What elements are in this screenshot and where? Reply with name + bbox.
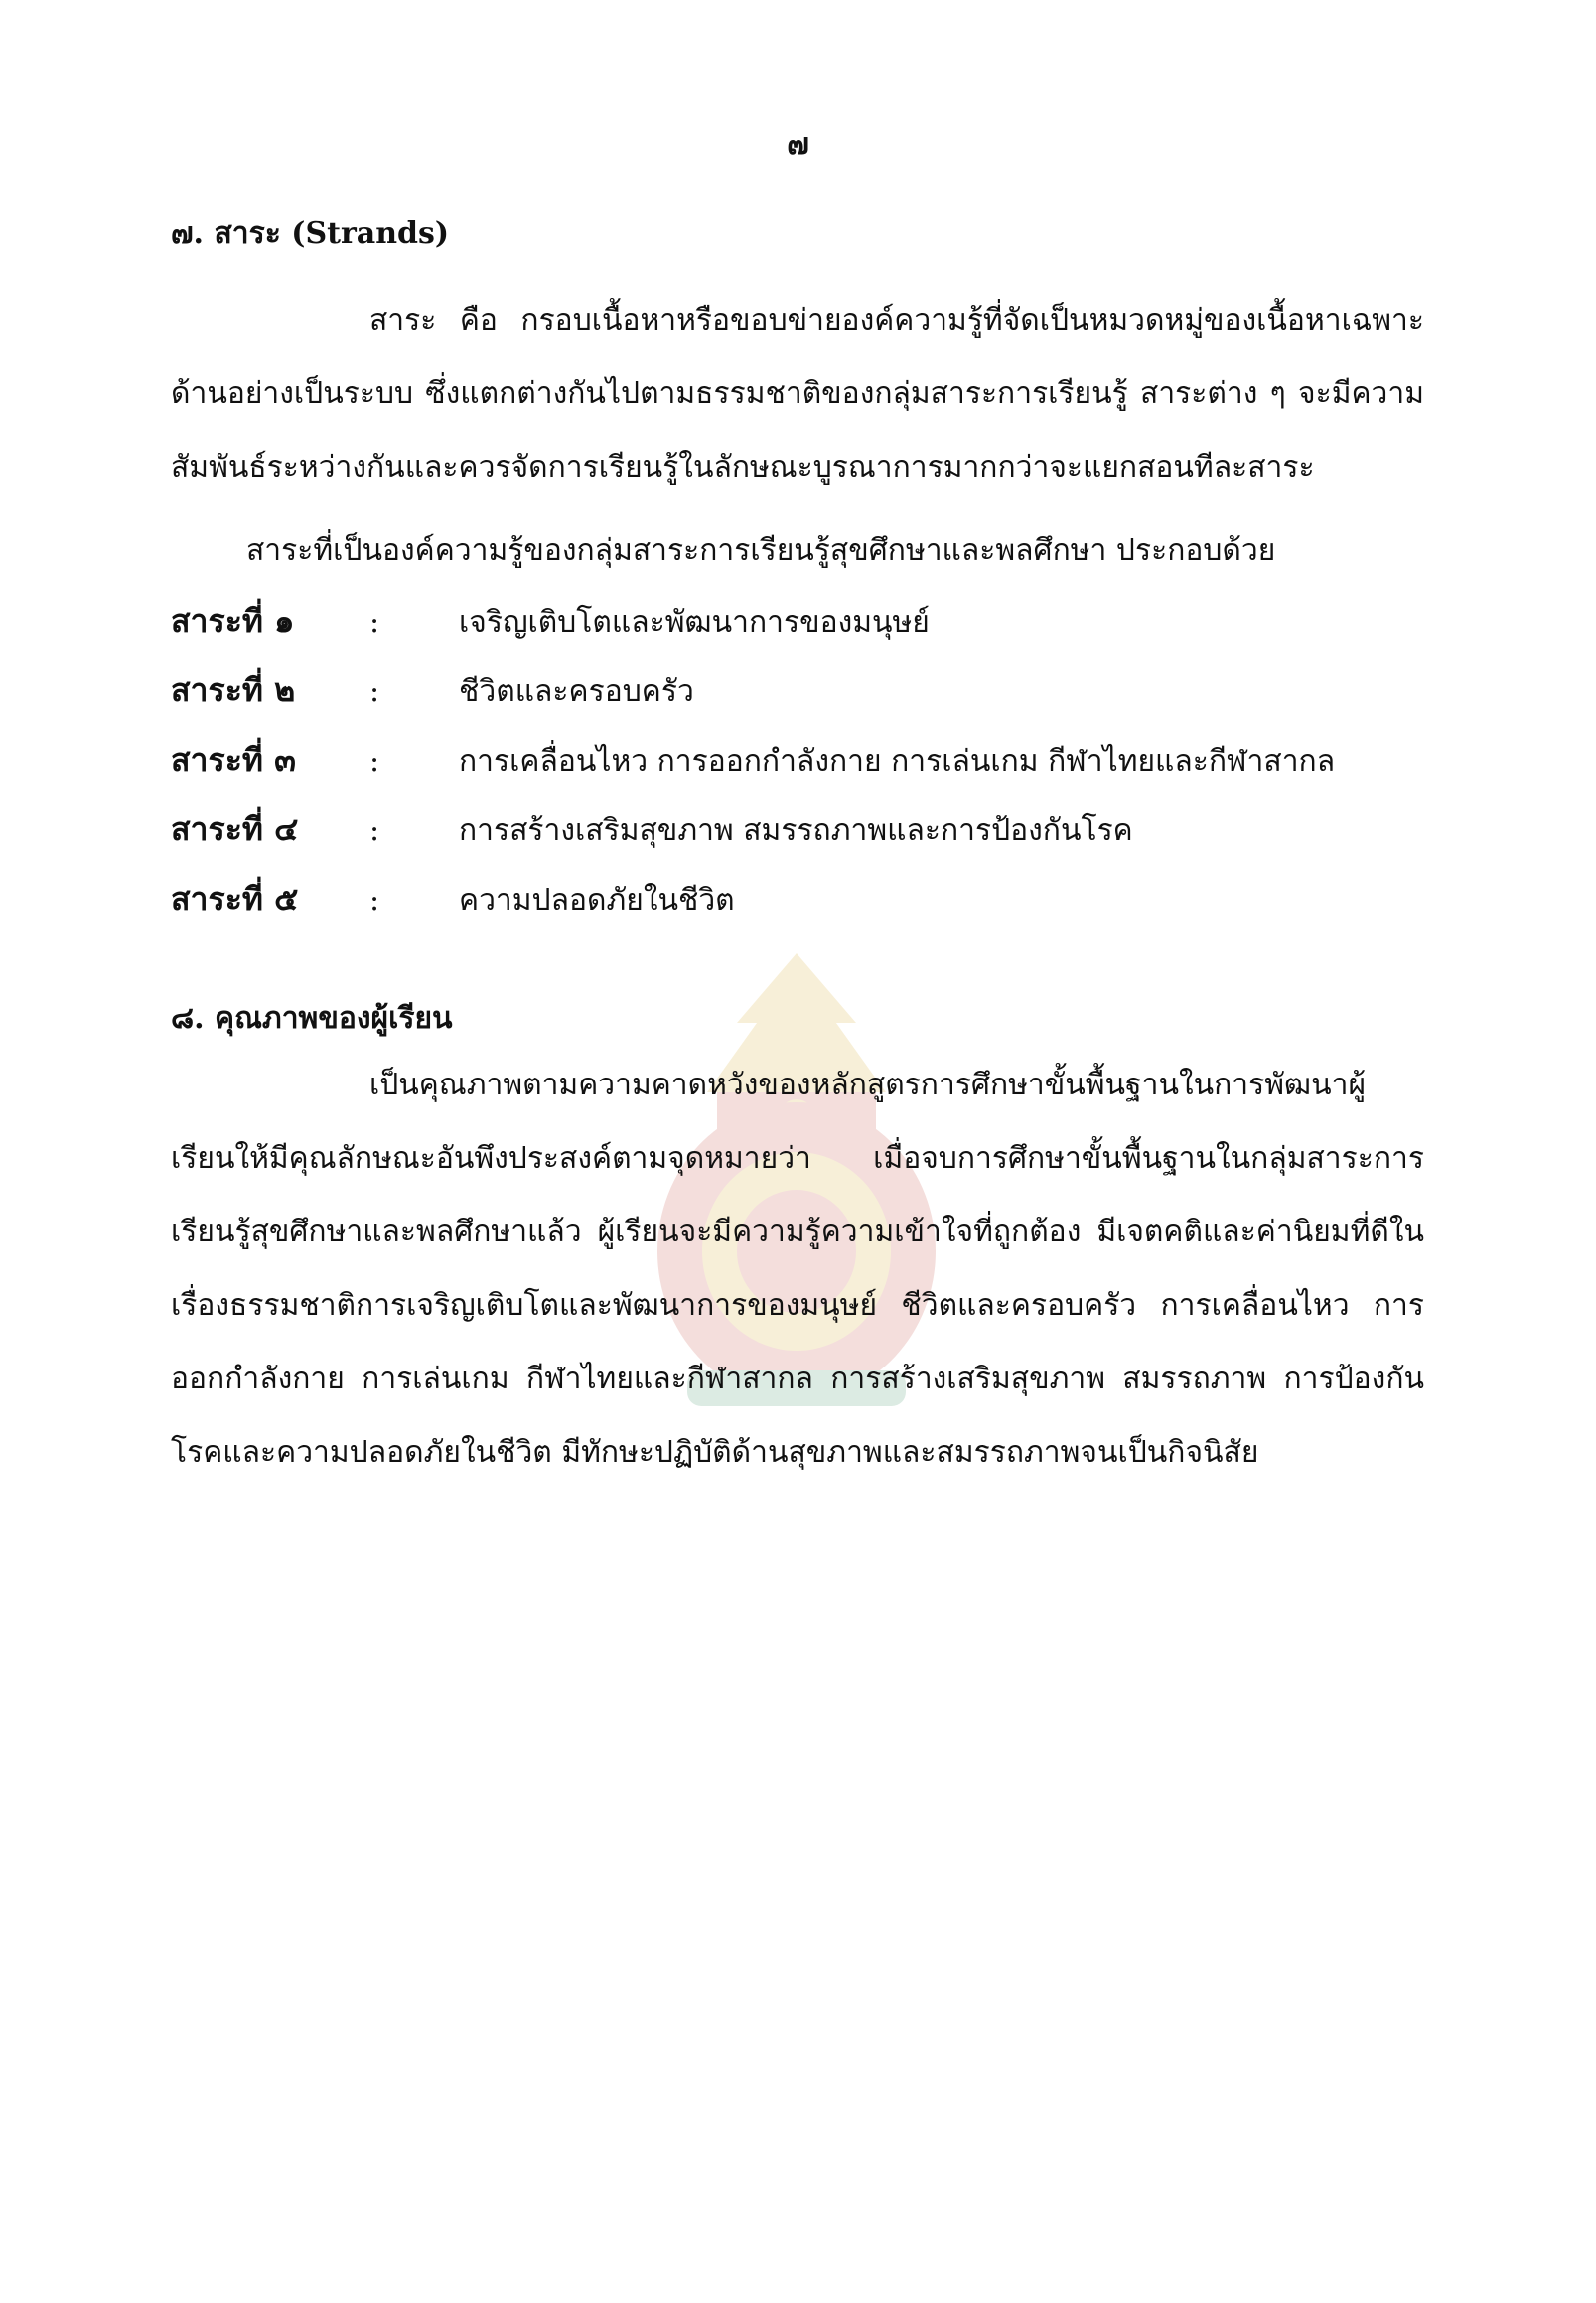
strand-value: ชีวิตและครอบครัว <box>459 674 694 709</box>
strand-value: เจริญเติบโตและพัฒนาการของมนุษย์ <box>459 605 930 640</box>
section-8-heading: ๘. คุณภาพของผู้เรียน <box>171 1001 453 1036</box>
page-number: ๗ <box>787 127 809 162</box>
section-7-intro: สาระที่เป็นองค์ความรู้ของกลุ่มสาระการเรียนรู้สุขศึกษาและพลศึกษา ประกอบด้วย <box>246 533 1276 568</box>
strand-row <box>171 874 1424 943</box>
strand-colon: : <box>369 883 380 918</box>
strand-value: การสร้างเสริมสุขภาพ สมรรถภาพและการป้องกันโรค <box>459 813 1133 848</box>
section-8-body: เป็นคุณภาพตามความคาดหวังของหลักสูตรการศึกษาขั้นพื้นฐานในการพัฒนาผู้เรียนให้มีคุณลักษณะอันพึงประสงค์ตามจุดหมายว่า เมื่อจบการศึกษาขั้นพื้นฐานในกลุ่มสาระการเรียนรู้สุขศึกษาและพลศึกษาแล้ว ผู้เรียนจะมีความรู้ความเข้าใจที่ถูกต้อง มีเจตคติและค่านิยมที่ดีในเรื่องธรรมชาติการเจริญเติบโตและพัฒนาการของมนุษย์ ชีวิตและครอบครัว การเคลื่อนไหว การออกกำลังกาย การเล่นเกม กีฬาไทยและกีฬาสากล การสร้างเสริมสุขภาพ สมรรถภาพ การป้องกันโรคและความปลอดภัยในชีวิต มีทักษะปฏิบัติด้านสุขภาพและสมรรถภาพจนเป็นกิจนิสัย <box>171 1068 1424 1470</box>
strand-key: สาระที่ ๒ <box>171 671 296 709</box>
section-7-heading: ๗. สาระ (Strands) <box>171 216 450 251</box>
strand-value: การเคลื่อนไหว การออกกำลังกาย การเล่นเกม กีฬาไทยและกีฬาสากล <box>459 744 1336 779</box>
strand-row <box>171 735 1424 804</box>
strand-value: ความปลอดภัยในชีวิต <box>459 883 735 918</box>
strand-row <box>171 804 1424 874</box>
strand-key: สาระที่ ๑ <box>171 602 295 640</box>
strand-row <box>171 596 1424 665</box>
strand-key: สาระที่ ๔ <box>171 810 299 848</box>
strand-row <box>171 665 1424 735</box>
strand-colon: : <box>369 674 380 709</box>
strand-colon: : <box>369 813 380 848</box>
strand-key: สาระที่ ๕ <box>171 880 299 918</box>
strand-colon: : <box>369 744 380 779</box>
section-7-definition: สาระ คือ กรอบเนื้อหาหรือขอบข่ายองค์ความรู้ที่จัดเป็นหมวดหมู่ของเนื้อหาเฉพาะด้านอย่างเป็นระบบ ซึ่งแตกต่างกันไปตามธรรมชาติของกลุ่มสาระการเรียนรู้ สาระต่าง ๆ จะมีความสัมพันธ์ระหว่างกันและควรจัดการเรียนรู้ในลักษณะบูรณาการมากกว่าจะแยกสอนทีละสาระ <box>171 303 1424 485</box>
document-body <box>171 211 1424 1490</box>
strand-list <box>171 596 1424 943</box>
strand-key: สาระที่ ๓ <box>171 741 296 779</box>
strand-colon: : <box>369 605 380 640</box>
